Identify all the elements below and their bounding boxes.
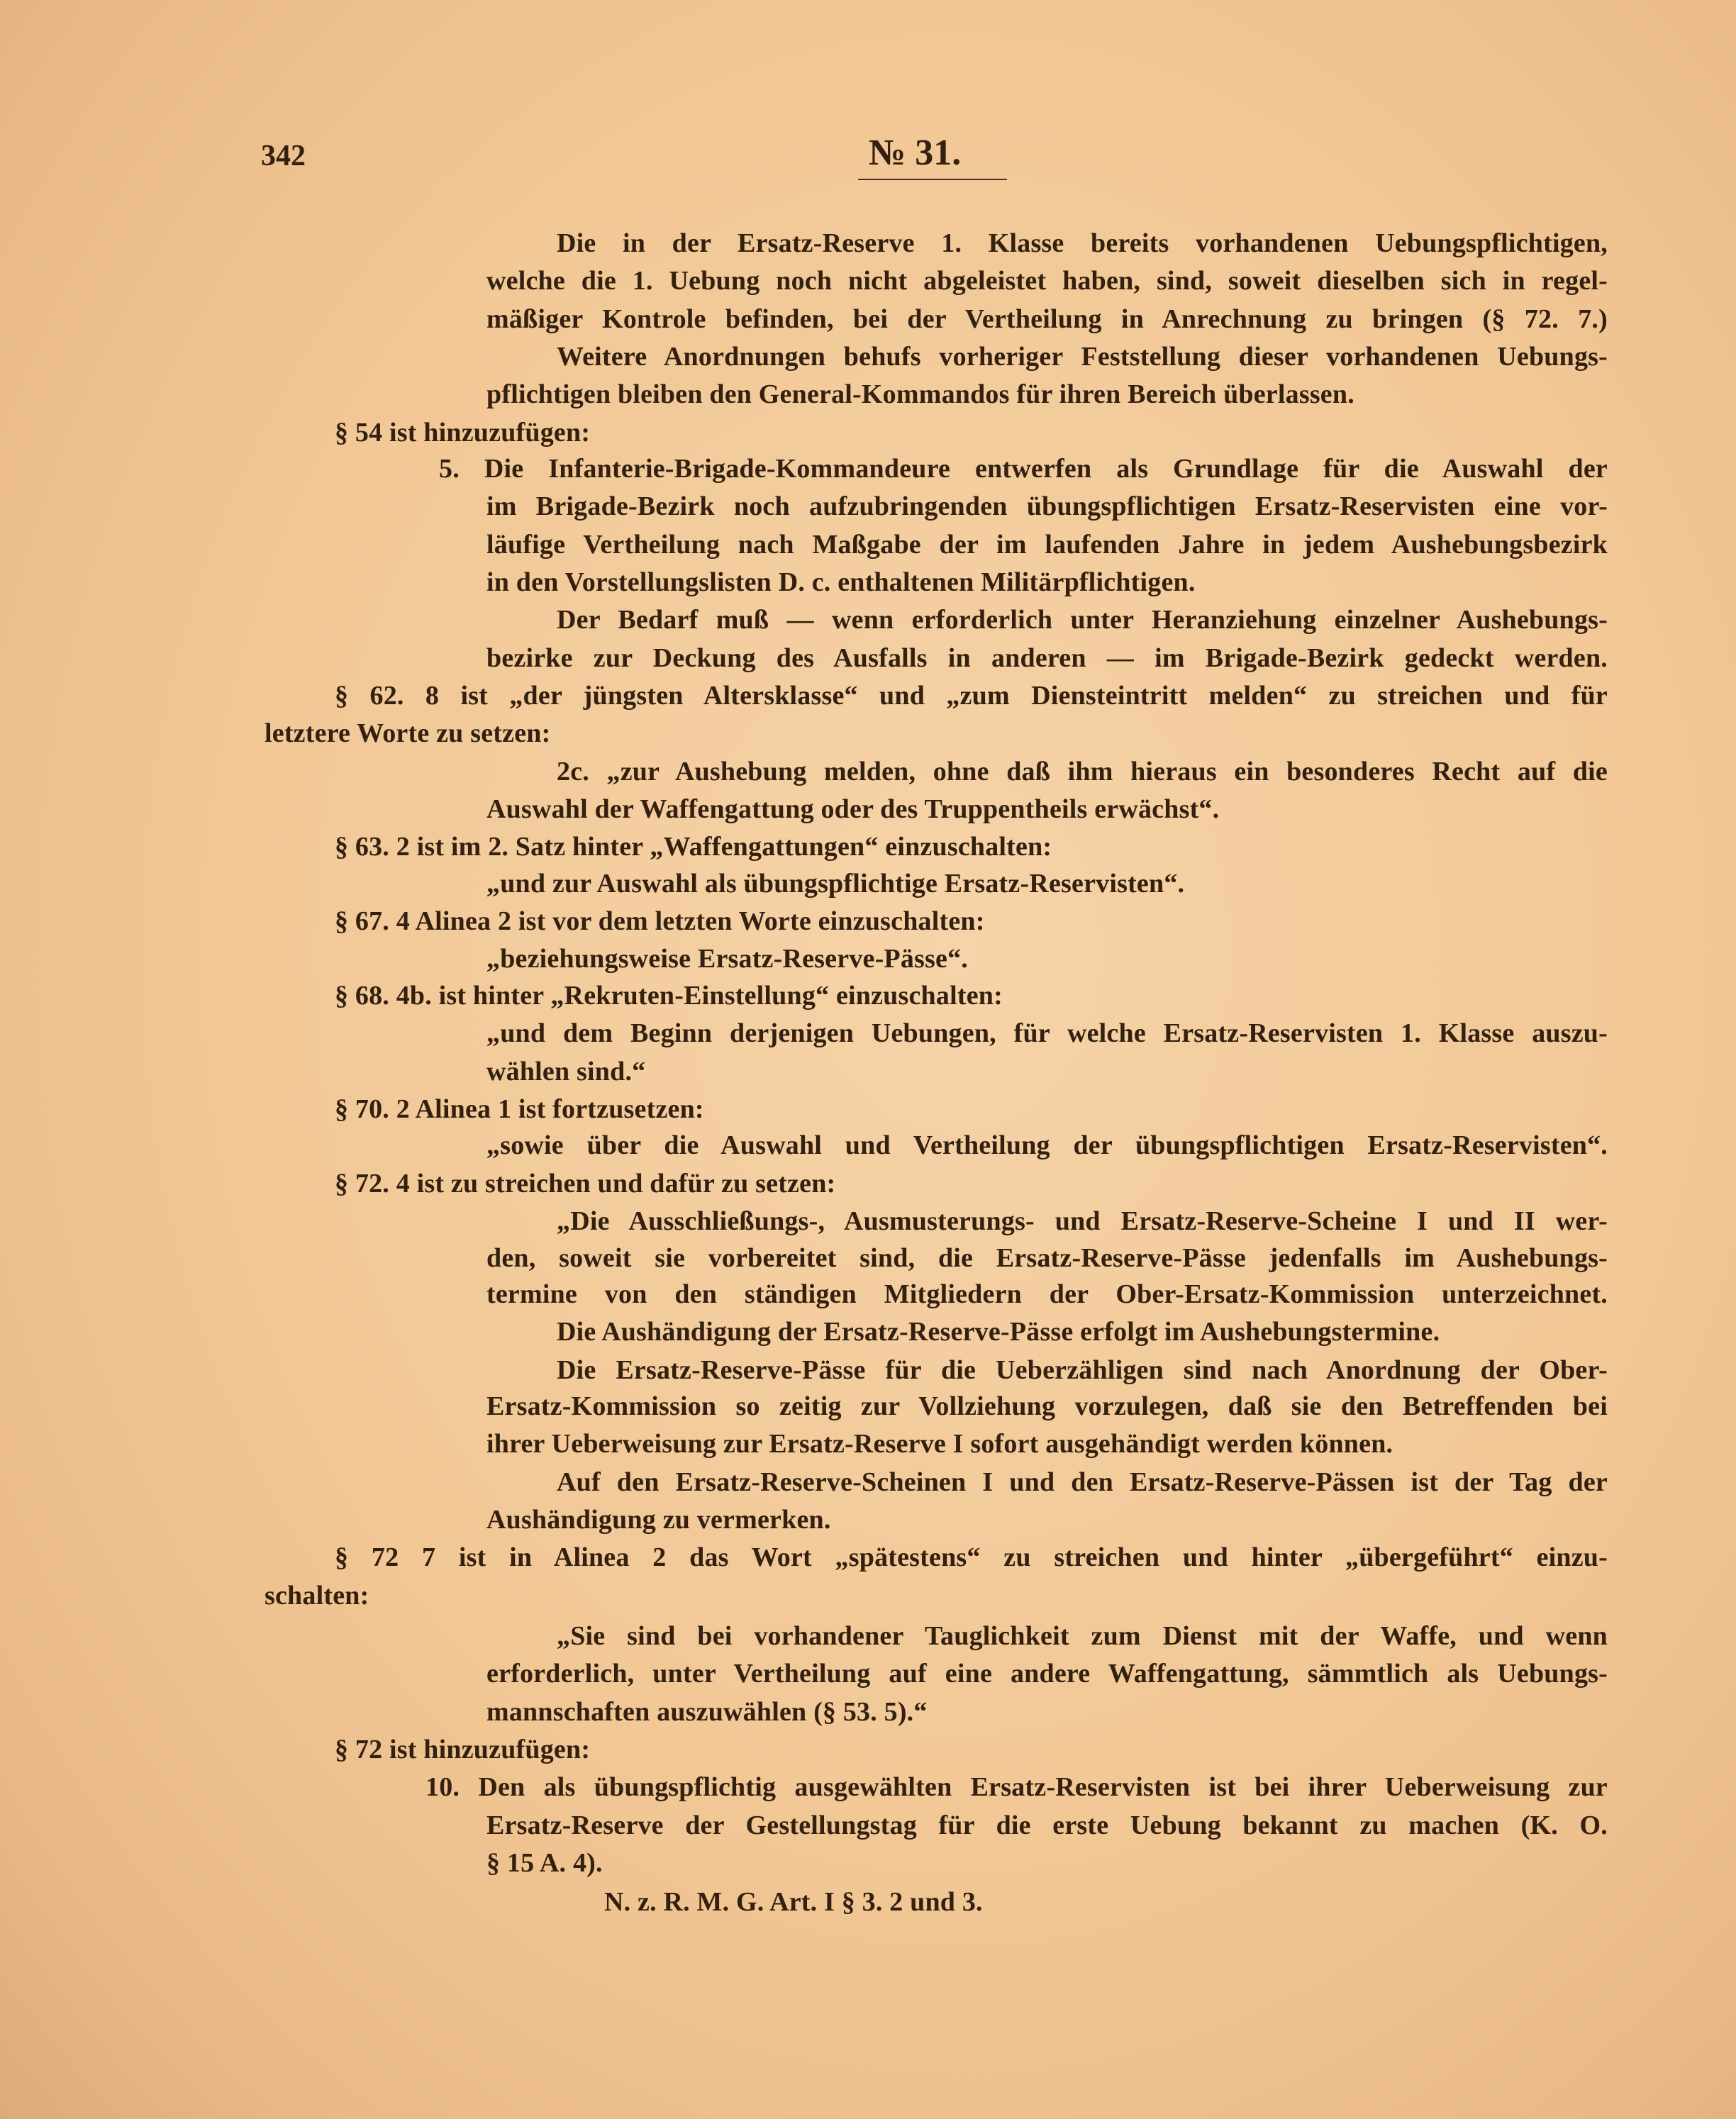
text-line: Ersatz-Reserve der Gestellungstag für die erste Uebung bekannt zu machen (K. O. (486, 1811, 1608, 1840)
text-line: mäßiger Kontrole befinden, bei der Vertheilung in Anrechnung zu bringen (§ 72. 7.) (486, 304, 1608, 334)
text-line: Der Bedarf muß — wenn erforderlich unter Heranziehung einzelner Aushebungs- (557, 605, 1608, 635)
text-line: Aushändigung zu vermerken. (486, 1505, 831, 1535)
text-line: „und zur Auswahl als übungspflichtige Ersatz-Reservisten“. (486, 869, 1185, 899)
text-line: Die in der Ersatz-Reserve 1. Klasse bereits vorhandenen Uebungspflichtigen, (557, 228, 1608, 258)
issue-number: № 31. (869, 133, 962, 173)
text-line: Die Aushändigung der Ersatz-Reserve-Pässe erfolgt im Aushebungstermine. (557, 1317, 1440, 1347)
text-line: wählen sind.“ (486, 1057, 646, 1086)
text-line: Auswahl der Waffengattung oder des Truppentheils erwächst“. (486, 794, 1220, 824)
text-line: schalten: (265, 1581, 369, 1611)
section-heading: § 72 ist hinzuzufügen: (335, 1735, 591, 1764)
text-line: letztere Worte zu setzen: (265, 718, 551, 748)
section-heading: § 72. 4 ist zu streichen und dafür zu setzen: (335, 1169, 836, 1198)
text-line: „Sie sind bei vorhandener Tauglichkeit zum Dienst mit der Waffe, und wenn (557, 1621, 1608, 1651)
section-heading: § 72 7 ist in Alinea 2 das Wort „spätestens“ zu streichen und hinter „übergeführt“ einzu- (335, 1542, 1608, 1572)
text-line: im Brigade-Bezirk noch aufzubringenden übungspflichtigen Ersatz-Reservisten eine vor- (486, 491, 1608, 521)
section-heading: § 68. 4b. ist hinter „Rekruten-Einstellung“ einzuschalten: (335, 981, 1003, 1011)
text-line: 5. Die Infanterie-Brigade-Kommandeure entwerfen als Grundlage für die Auswahl der (439, 454, 1608, 484)
text-line: mannschaften auszuwählen (§ 53. 5).“ (486, 1697, 928, 1727)
text-line: pflichtigen bleiben den General-Kommandos für ihren Bereich überlassen. (486, 379, 1354, 409)
text-line: termine von den ständigen Mitgliedern der Ober-Ersatz-Kommission unterzeichnet. (486, 1279, 1608, 1309)
text-line: welche die 1. Uebung noch nicht abgeleistet haben, sind, soweit dieselben sich in regel- (486, 266, 1608, 296)
text-line: Auf den Ersatz-Reserve-Scheinen I und den Ersatz-Reserve-Pässen ist der Tag der (557, 1467, 1608, 1497)
section-heading: § 62. 8 ist „der jüngsten Altersklasse“ und „zum Diensteintritt melden“ zu streichen und für (335, 681, 1608, 711)
text-line: „beziehungsweise Ersatz-Reserve-Pässe“. (486, 944, 968, 974)
text-line: Weitere Anordnungen behufs vorheriger Feststellung dieser vorhandenen Uebungs- (557, 342, 1608, 372)
text-line: in den Vorstellungslisten D. c. enthaltenen Militärpflichtigen. (486, 567, 1196, 597)
text-line: Die Ersatz-Reserve-Pässe für die Ueberzähligen sind nach Anordnung der Ober- (557, 1355, 1608, 1385)
page-number: 342 (261, 140, 306, 172)
text-line: ihrer Ueberweisung zur Ersatz-Reserve I sofort ausgehändigt werden können. (486, 1429, 1393, 1459)
text-line: bezirke zur Deckung des Ausfalls in anderen — im Brigade-Bezirk gedeckt werden. (486, 643, 1608, 673)
text-line: „sowie über die Auswahl und Vertheilung der übungspflichtigen Ersatz-Reservisten“. (486, 1130, 1608, 1160)
header-rule (858, 179, 1007, 180)
section-heading: § 70. 2 Alinea 1 ist fortzusetzen: (335, 1094, 704, 1124)
text-line: Ersatz-Kommission so zeitig zur Vollziehung vorzulegen, daß sie den Betreffenden bei (486, 1391, 1608, 1421)
text-line: läufige Vertheilung nach Maßgabe der im laufenden Jahre in jedem Aushebungsbezirk (486, 530, 1608, 560)
section-heading: § 67. 4 Alinea 2 ist vor dem letzten Worte einzuschalten: (335, 906, 985, 936)
section-heading: § 54 ist hinzuzufügen: (335, 418, 591, 447)
text-line: § 15 A. 4). (486, 1848, 603, 1878)
text-line: 2c. „zur Aushebung melden, ohne daß ihm hieraus ein besonderes Recht auf die (557, 757, 1608, 786)
text-line: 10. Den als übungspflichtig ausgewählten Ersatz-Reservisten ist bei ihrer Ueberweisung zur (425, 1772, 1608, 1802)
text-line: „Die Ausschließungs-, Ausmusterungs- und Ersatz-Reserve-Scheine I und II wer- (557, 1206, 1608, 1236)
text-line: den, soweit sie vorbereitet sind, die Ersatz-Reserve-Pässe jedenfalls im Aushebungs- (486, 1243, 1608, 1273)
section-heading: § 63. 2 ist im 2. Satz hinter „Waffengattungen“ einzuschalten: (335, 832, 1052, 862)
text-line: erforderlich, unter Vertheilung auf eine andere Waffengattung, sämmtlich als Uebungs- (486, 1659, 1608, 1689)
text-line: „und dem Beginn derjenigen Uebungen, für welche Ersatz-Reservisten 1. Klasse auszu- (486, 1018, 1608, 1048)
source-citation: N. z. R. M. G. Art. I § 3. 2 und 3. (604, 1887, 983, 1917)
